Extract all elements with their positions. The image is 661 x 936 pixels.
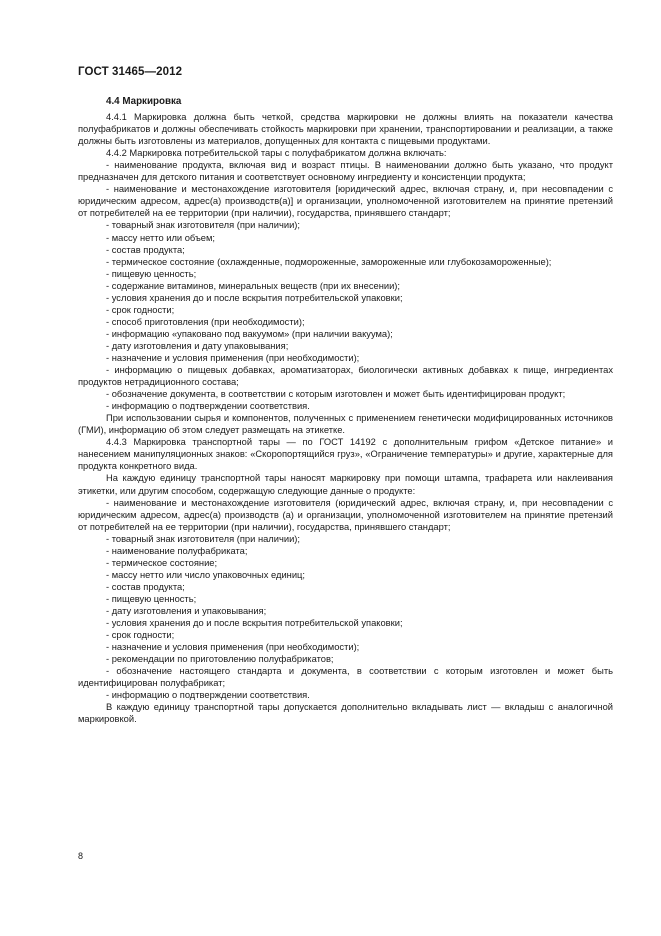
- list-item: - пищевую ценность;: [106, 593, 197, 604]
- list-item: - рекомендации по приготовлению полуфабрикатов;: [106, 654, 334, 665]
- document-header: ГОСТ 31465—2012: [78, 66, 183, 78]
- list-item: - массу нетто или объем;: [106, 232, 216, 243]
- document-body: [78, 96, 613, 725]
- list-item: - назначение и условия применения (при необходимости);: [106, 642, 360, 653]
- list-item: - информацию «упаковано под вакуумом» (при наличии вакуума);: [106, 328, 393, 339]
- list-item: - обозначение документа, в соответствии с которым изготовлен и может быть идентифицирован продукт;: [106, 389, 566, 400]
- list-item: - срок годности;: [106, 630, 175, 641]
- list-item: - наименование полуфабриката;: [106, 545, 248, 556]
- list-item: - состав продукта;: [106, 244, 185, 255]
- list-item: - информацию о подтверждении соответствия.: [106, 401, 310, 412]
- list-item: - наименование и местонахождение изготовителя [юридический адрес, включая страну, и, при несовпадении с юридическим адресом, адрес(а) производств(а)] и организации, уполномоченной изготовителем на принятие претензий от потребителей на ее территории (при наличии), государства, принявшего стандарт;: [78, 184, 613, 219]
- list-item: - обозначение настоящего стандарта и документа, в соответствии с которым изготовлен и может быть идентифицирован полуфабрикат;: [78, 666, 613, 689]
- list-item: - дату изготовления и упаковывания;: [106, 605, 267, 616]
- page-number: 8: [78, 851, 84, 861]
- list-item: - содержание витаминов, минеральных веществ (при их внесении);: [106, 280, 401, 291]
- list-item: - наименование и местонахождение изготовителя (юридический адрес, включая страну, и, при несовпадении с юридическим адресом, адрес(а) производств (а) и организации, уполномоченной изготовителем на принятие претензий от потребителей на ее территории (при наличии), государства, принявшего стандарт;: [78, 497, 613, 532]
- list-item: - товарный знак изготовителя (при наличии);: [106, 220, 300, 231]
- list-item: - дату изготовления и дату упаковывания;: [106, 340, 289, 351]
- paragraph: 4.4.3 Маркировка транспортной тары — по ГОСТ 14192 с дополнительным грифом «Детское питание» и нанесением манипуляционных знаков: «Скоропортящийся груз», «Ограничение температуры» и другие, характерные для продукта конкретного вида.: [78, 437, 613, 472]
- list-item: - условия хранения до и после вскрытия потребительской упаковки;: [106, 618, 403, 629]
- list-item: - информацию о пищевых добавках, ароматизаторах, биологически активных добавках к пище, ингредиентах продуктов нетрадиционного состава;: [78, 365, 613, 388]
- list-item: - информацию о подтверждении соответствия.: [106, 690, 310, 701]
- paragraph: 4.4.1 Маркировка должна быть четкой, средства маркировки не должны влиять на показатели качества полуфабрикатов и должны обеспечивать стойкость маркировки при хранении, транспортировании и реализации, а также должны быть изготовлены из материалов, допущенных для контакта с пищевыми продуктами.: [78, 112, 613, 147]
- list-item: - пищевую ценность;: [106, 268, 197, 279]
- list-item: - состав продукта;: [106, 581, 185, 592]
- list-item: - массу нетто или число упаковочных единиц;: [106, 569, 305, 580]
- paragraph: В каждую единицу транспортной тары допускается дополнительно вкладывать лист — вкладыш с аналогичной маркировкой.: [78, 702, 613, 725]
- paragraph: 4.4.2 Маркировка потребительской тары с полуфабрикатом должна включать:: [106, 148, 447, 159]
- list-item: - срок годности;: [106, 304, 175, 315]
- list-item: - товарный знак изготовителя (при наличии);: [106, 533, 300, 544]
- paragraph: На каждую единицу транспортной тары наносят маркировку при помощи штампа, трафарета или наклеивания этикетки, или другим способом, содержащую следующие данные о продукте:: [78, 473, 613, 496]
- list-item: - назначение и условия применения (при необходимости);: [106, 352, 360, 363]
- list-item: - термическое состояние;: [106, 557, 218, 568]
- list-item: - способ приготовления (при необходимости);: [106, 316, 305, 327]
- paragraph: При использовании сырья и компонентов, полученных с применением генетически модифицированных источников (ГМИ), информацию об этом следует размещать на этикетке.: [78, 413, 613, 436]
- list-item: - наименование продукта, включая вид и возраст птицы. В наименовании должно быть указано, что продукт предназначен для детского питания и соответствует основному ингредиенту и консистенции продукта;: [78, 160, 613, 183]
- section-title: 4.4 Маркировка: [106, 96, 182, 107]
- list-item: - условия хранения до и после вскрытия потребительской упаковки;: [106, 292, 403, 303]
- list-item: - термическое состояние (охлажденные, подмороженные, замороженные или глубокозамороженные);: [106, 256, 552, 267]
